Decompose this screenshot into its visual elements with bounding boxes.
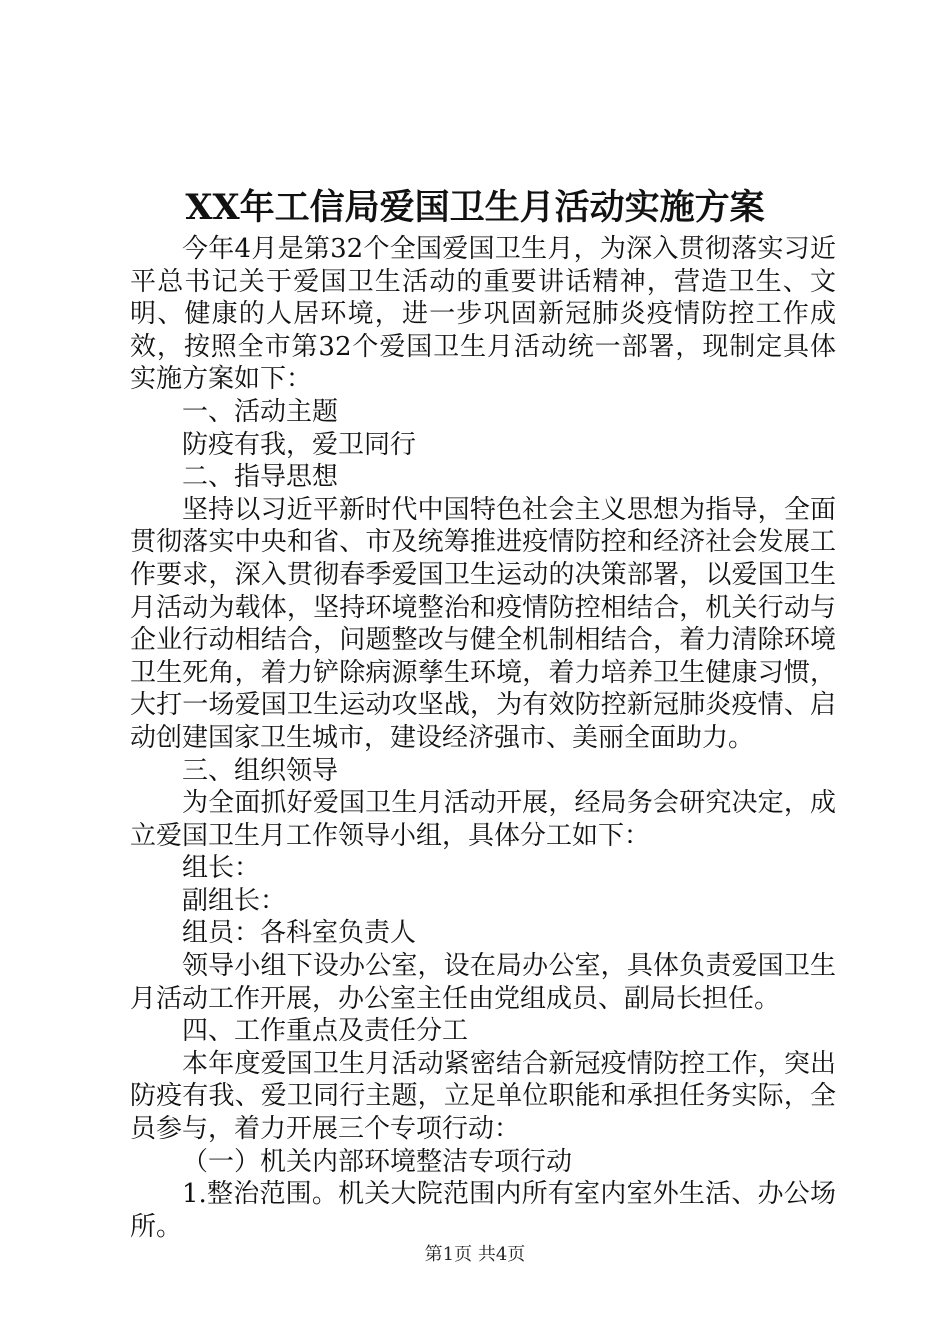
document-body [130, 233, 836, 1243]
section-heading-guiding-ideology: 二、指导思想 [182, 462, 339, 493]
intro-paragraph: 今年4月是第32个全国爱国卫生月，为深入贯彻落实习近平总书记关于爱国卫生活动的重要讲话精神，营造卫生、文明、健康的人居环境，进一步巩固新冠肺炎疫情防控工作成效，按照全市第32个爱国卫生月活动统一部署，现制定具体实施方案如下： [130, 234, 836, 395]
deputy-leader-line: 副组长： [182, 885, 287, 916]
scope-paragraph: 1.整治范围。机关大院范围内所有室内室外生活、办公场所。 [130, 1179, 836, 1242]
group-leader-line: 组长： [182, 853, 261, 884]
page-number-footer: 第1页 共4页 [424, 1244, 526, 1265]
work-focus-paragraph: 本年度爱国卫生月活动紧密结合新冠疫情防控工作，突出防疫有我、爱卫同行主题，立足单位职能和承担任务实际，全员参与，着力开展三个专项行动： [130, 1048, 836, 1145]
activity-theme-text: 防疫有我，爱卫同行 [182, 429, 417, 460]
section-heading-work-focus: 四、工作重点及责任分工 [182, 1016, 469, 1047]
guiding-ideology-paragraph: 坚持以习近平新时代中国特色社会主义思想为指导，全面贯彻落实中央和省、市及统筹推进疫情防控和经济社会发展工作要求，深入贯彻春季爱国卫生运动的决策部署，以爱国卫生月活动为载体，坚持环境整治和疫情防控相结合，机关行动与企业行动相结合，问题整改与健全机制相结合，着力清除环境卫生死角，着力铲除病源孳生环境，着力培养卫生健康习惯，大打一场爱国卫生运动攻坚战，为有效防控新冠肺炎疫情、启动创建国家卫生城市，建设经济强市、美丽全面助力。 [130, 494, 836, 753]
section-heading-activity-theme: 一、活动主题 [182, 396, 339, 427]
members-line: 组员：各科室负责人 [182, 918, 417, 949]
document-title: XX年工信局爱国卫生月活动实施方案 [185, 187, 765, 228]
section-heading-organization: 三、组织领导 [182, 755, 339, 786]
organization-paragraph: 为全面抓好爱国卫生月活动开展，经局务会研究决定，成立爱国卫生月工作领导小组，具体分工如下： [130, 788, 836, 851]
subsection-heading-one: （一）机关内部环境整洁专项行动 [182, 1146, 573, 1177]
office-paragraph: 领导小组下设办公室，设在局办公室，具体负责爱国卫生月活动工作开展，办公室主任由党组成员、副局长担任。 [130, 951, 836, 1014]
